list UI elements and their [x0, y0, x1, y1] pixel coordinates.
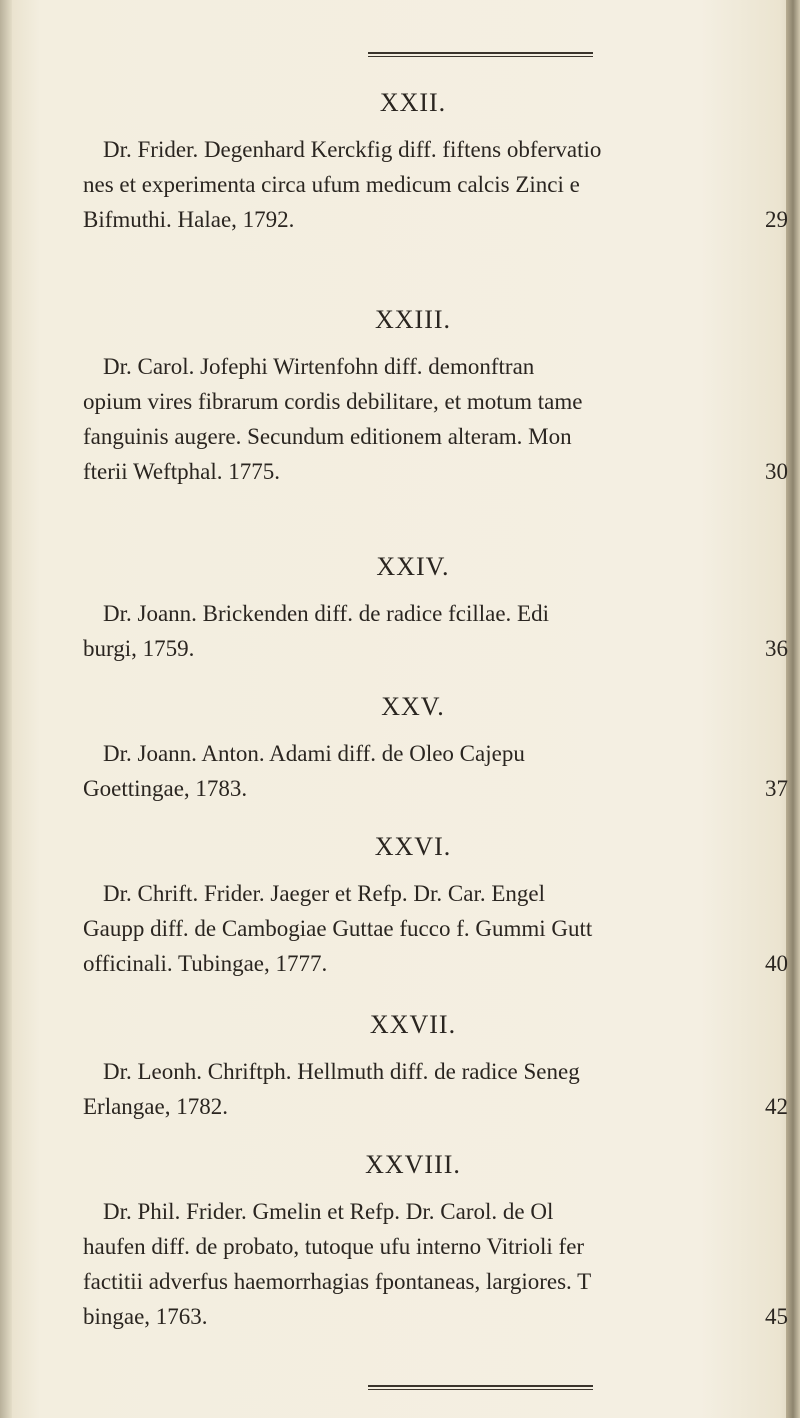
page-number: 30: [765, 459, 788, 484]
entry-line: opium vires fibrarum cordis debilitare, et motum tame: [83, 389, 583, 414]
entry-xxvii: [83, 1010, 788, 1124]
entry-line: Dr. Joann. Brickenden diff. de radice fcillae. Edi: [103, 601, 549, 626]
page-gutter: [0, 0, 12, 1418]
entry-number: XXV.: [381, 692, 445, 721]
entry-line: Dr. Phil. Frider. Gmelin et Refp. Dr. Carol. de Ol: [103, 1199, 554, 1224]
entry-number: XXVI.: [374, 832, 452, 861]
entry-xxv: [83, 692, 788, 806]
page-number: 37: [765, 776, 788, 801]
page-number: 36: [765, 636, 788, 661]
page-number: 42: [765, 1094, 788, 1119]
entry-line: haufen diff. de probato, tutoque ufu interno Vitrioli fer: [83, 1234, 585, 1259]
entry-line: Dr. Leonh. Chriftph. Hellmuth diff. de radice Seneg: [103, 1059, 580, 1084]
entry-xxiv: [83, 552, 788, 666]
entry-line: Dr. Joann. Anton. Adami diff. de Oleo Cajepu: [103, 741, 525, 766]
entry-text: [83, 876, 788, 981]
entry-text: [83, 1054, 788, 1124]
page-number: 29: [765, 207, 788, 232]
entry-line: nes et experimenta circa ufum medicum calcis Zinci e: [83, 172, 580, 197]
entry-line: fanguinis augere. Secundum editionem alteram. Mon: [83, 424, 572, 449]
entry-text: [83, 349, 788, 489]
entry-line: fterii Weftphal. 1775.: [83, 459, 281, 484]
entry-line: bingae, 1763.: [83, 1304, 208, 1329]
entry-text: [83, 132, 788, 237]
top-ornamental-rule: [368, 52, 593, 58]
entry-line: Dr. Carol. Jofephi Wirtenfohn diff. demonftran: [103, 354, 535, 379]
entry-xxvi: [83, 832, 788, 981]
entry-xxii: [83, 88, 788, 237]
entry-line: burgi, 1759.: [83, 636, 195, 661]
entry-line: Dr. Frider. Degenhard Kerckfig diff. fiftens obfervatio: [103, 137, 602, 162]
entry-number: XXVIII.: [365, 1150, 461, 1179]
entry-line: Goettingae, 1783.: [83, 776, 248, 801]
entry-xxiii: [83, 305, 788, 489]
page-edge: [786, 0, 800, 1418]
page-number: 40: [765, 951, 788, 976]
page-number: 45: [765, 1304, 788, 1329]
bottom-ornamental-rule: [368, 1385, 593, 1391]
entry-line: Gaupp diff. de Cambogiae Guttae fucco f. Gummi Gutt: [83, 916, 593, 941]
entry-line: Erlangae, 1782.: [83, 1094, 228, 1119]
entry-text: [83, 736, 788, 806]
entry-line: officinali. Tubingae, 1777.: [83, 951, 328, 976]
entry-number: XXIV.: [376, 552, 450, 581]
entry-number: XXII.: [379, 88, 447, 117]
entry-line: Bifmuthi. Halae, 1792.: [83, 207, 295, 232]
entry-number: XXIII.: [374, 305, 452, 334]
entry-text: [83, 1194, 788, 1334]
entry-text: [83, 596, 788, 666]
entry-number: XXVII.: [369, 1010, 457, 1039]
entry-xxviii: [83, 1150, 788, 1334]
entry-line: factitii adverfus haemorrhagias fpontaneas, largiores. T: [83, 1269, 592, 1294]
entry-line: Dr. Chrift. Frider. Jaeger et Refp. Dr. Car. Engel: [103, 881, 546, 906]
